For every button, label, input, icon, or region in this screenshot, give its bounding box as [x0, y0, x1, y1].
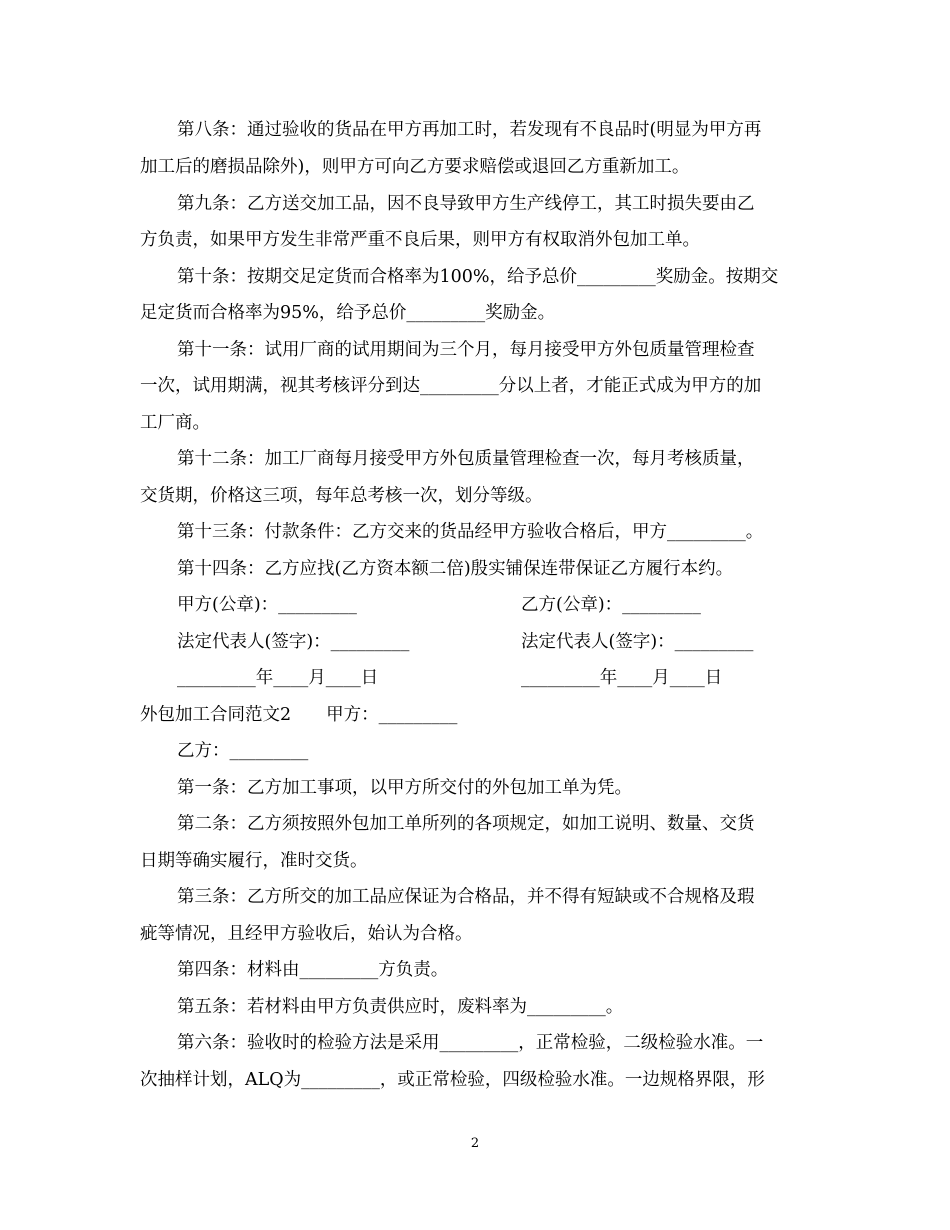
party-b-seal: 乙方(公章)：_________ — [521, 595, 701, 615]
party-b-representative: 法定代表人(签字)：_________ — [521, 632, 754, 652]
paragraph-line: 加工后的磨损品除外)，则甲方可向乙方要求赔偿或退回乙方重新加工。 — [140, 157, 690, 177]
paragraph-line: 疵等情况，且经甲方验收后，始认为合格。 — [140, 924, 473, 944]
section-heading-line: 外包加工合同范文2 甲方：_________ — [140, 705, 458, 725]
party-a-representative: 法定代表人(签字)：_________ — [177, 632, 410, 652]
party-a-date: _________年____月____日 — [177, 668, 379, 688]
paragraph-line: 第十一条：试用厂商的试用期间为三个月，每月接受甲方外包质量管理检查 — [177, 340, 755, 360]
paragraph-line: 乙方：_________ — [177, 741, 309, 761]
paragraph-line: 第十四条：乙方应找(乙方资本额二倍)殷实铺保连带保证乙方履行本约。 — [177, 559, 734, 579]
paragraph-line: 第六条：验收时的检验方法是采用_________，正常检验，二级检验水准。一 — [177, 1033, 764, 1053]
paragraph-line: 方负责，如果甲方发生非常严重不良后果，则甲方有权取消外包加工单。 — [140, 230, 700, 250]
paragraph-line: 工厂商。 — [140, 413, 210, 433]
paragraph-line: 第八条：通过验收的货品在甲方再加工时，若发现有不良品时(明显为甲方再 — [177, 120, 762, 140]
party-a-seal: 甲方(公章)：_________ — [177, 595, 357, 615]
paragraph-line: 第九条：乙方送交加工品，因不良导致甲方生产线停工，其工时损失要由乙 — [177, 194, 755, 214]
paragraph-line: 第十二条：加工厂商每月接受甲方外包质量管理检查一次，每月考核质量， — [177, 449, 755, 469]
paragraph-line: 一次，试用期满，视其考核评分到达_________分以上者，才能正式成为甲方的加 — [140, 376, 762, 396]
paragraph-line: 交货期，价格这三项，每年总考核一次，划分等级。 — [140, 486, 543, 506]
paragraph-line: 日期等确实履行，准时交货。 — [140, 851, 368, 871]
paragraph-line: 第三条：乙方所交的加工品应保证为合格品，并不得有短缺或不合规格及瑕 — [177, 887, 755, 907]
paragraph-line: 第五条：若材料由甲方负责供应时，废料率为_________。 — [177, 997, 624, 1017]
paragraph-line: 次抽样计划，ALQ为_________，或正常检验，四级检验水准。一边规格界限，形 — [140, 1070, 765, 1090]
paragraph-line: 第十三条：付款条件：乙方交来的货品经甲方验收合格后，甲方_________。 — [177, 522, 764, 542]
paragraph-line: 足定货而合格率为95%，给予总价_________奖励金。 — [140, 303, 556, 323]
paragraph-line: 第十条：按期交足定货而合格率为100%，给予总价_________奖励金。按期交 — [177, 267, 779, 287]
page-number: 2 — [470, 1136, 480, 1151]
paragraph-line: 第一条：乙方加工事项，以甲方所交付的外包加工单为凭。 — [177, 778, 632, 798]
signature-row-rep — [177, 630, 754, 654]
signature-row-date — [177, 666, 723, 690]
paragraph-line: 第四条：材料由_________方负责。 — [177, 960, 449, 980]
signature-row-seal — [177, 593, 701, 617]
paragraph-line: 第二条：乙方须按照外包加工单所列的各项规定，如加工说明、数量、交货 — [177, 814, 755, 834]
party-b-date: _________年____月____日 — [521, 668, 723, 688]
